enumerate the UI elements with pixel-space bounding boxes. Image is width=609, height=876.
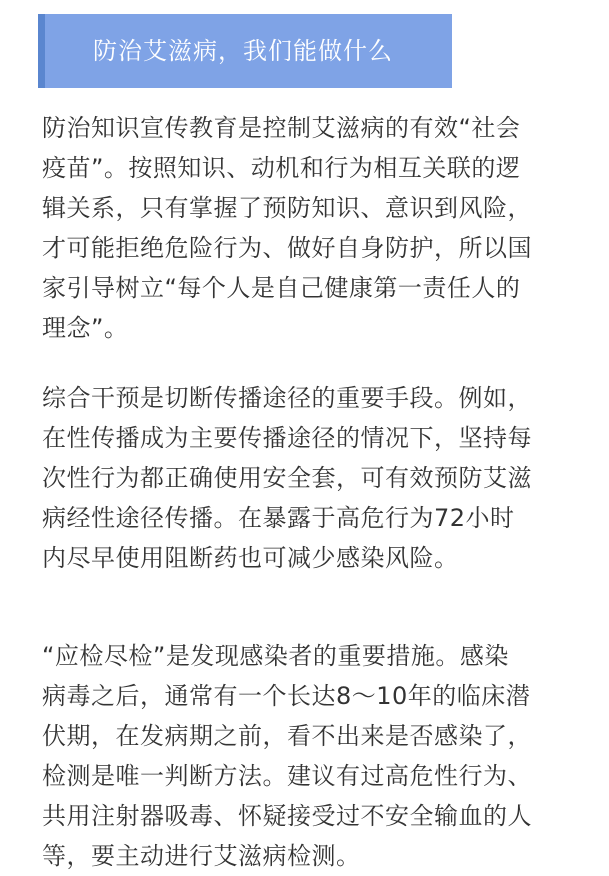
paragraph-line: 等，要主动进行艾滋病检测。 [42,842,361,870]
paragraph-line: 内尽早使用阻断药也可减少感染风险。 [42,544,459,572]
paragraph-line: 病毒之后，通常有一个长达8～10年的临床潜 [42,682,531,710]
paragraph-line: 伏期，在发病期之前，看不出来是否感染了， [42,722,532,750]
paragraph-prevention-education [42,108,577,348]
paragraph-line: 家引导树立“每个人是自己健康第一责任人的 [42,274,521,302]
paragraph-line: 次性行为都正确使用安全套，可有效预防艾滋 [42,464,532,492]
header-title-bar [45,14,452,88]
paragraph-line: 辑关系，只有掌握了预防知识、意识到风险， [42,194,532,222]
page-title: 防治艾滋病，我们能做什么 [93,37,393,65]
paragraph-line: 检测是唯一判断方法。建议有过高危性行为、 [42,762,532,790]
article-body [42,108,577,876]
section-header [38,14,452,88]
paragraph-line: 综合干预是切断传播途径的重要手段。例如， [42,384,532,412]
paragraph-line: 才可能拒绝危险行为、做好自身防护，所以国 [42,234,532,262]
paragraph-line: 病经性途径传播。在暴露于高危行为72小时 [42,504,515,532]
paragraph-line: 在性传播成为主要传播途径的情况下，坚持每 [42,424,532,452]
paragraph-line: 理念”。 [42,314,129,342]
paragraph-line: “应检尽检”是发现感染者的重要措施。感染 [42,642,509,670]
paragraph-line: 疫苗”。按照知识、动机和行为相互关联的逻 [42,154,521,182]
header-accent-bar [38,14,45,88]
paragraph-line: 共用注射器吸毒、怀疑接受过不安全输血的人 [42,802,532,830]
paragraph-line: 防治知识宣传教育是控制艾滋病的有效“社会 [42,114,521,142]
paragraph-comprehensive-intervention [42,378,577,578]
paragraph-testing [42,636,577,876]
